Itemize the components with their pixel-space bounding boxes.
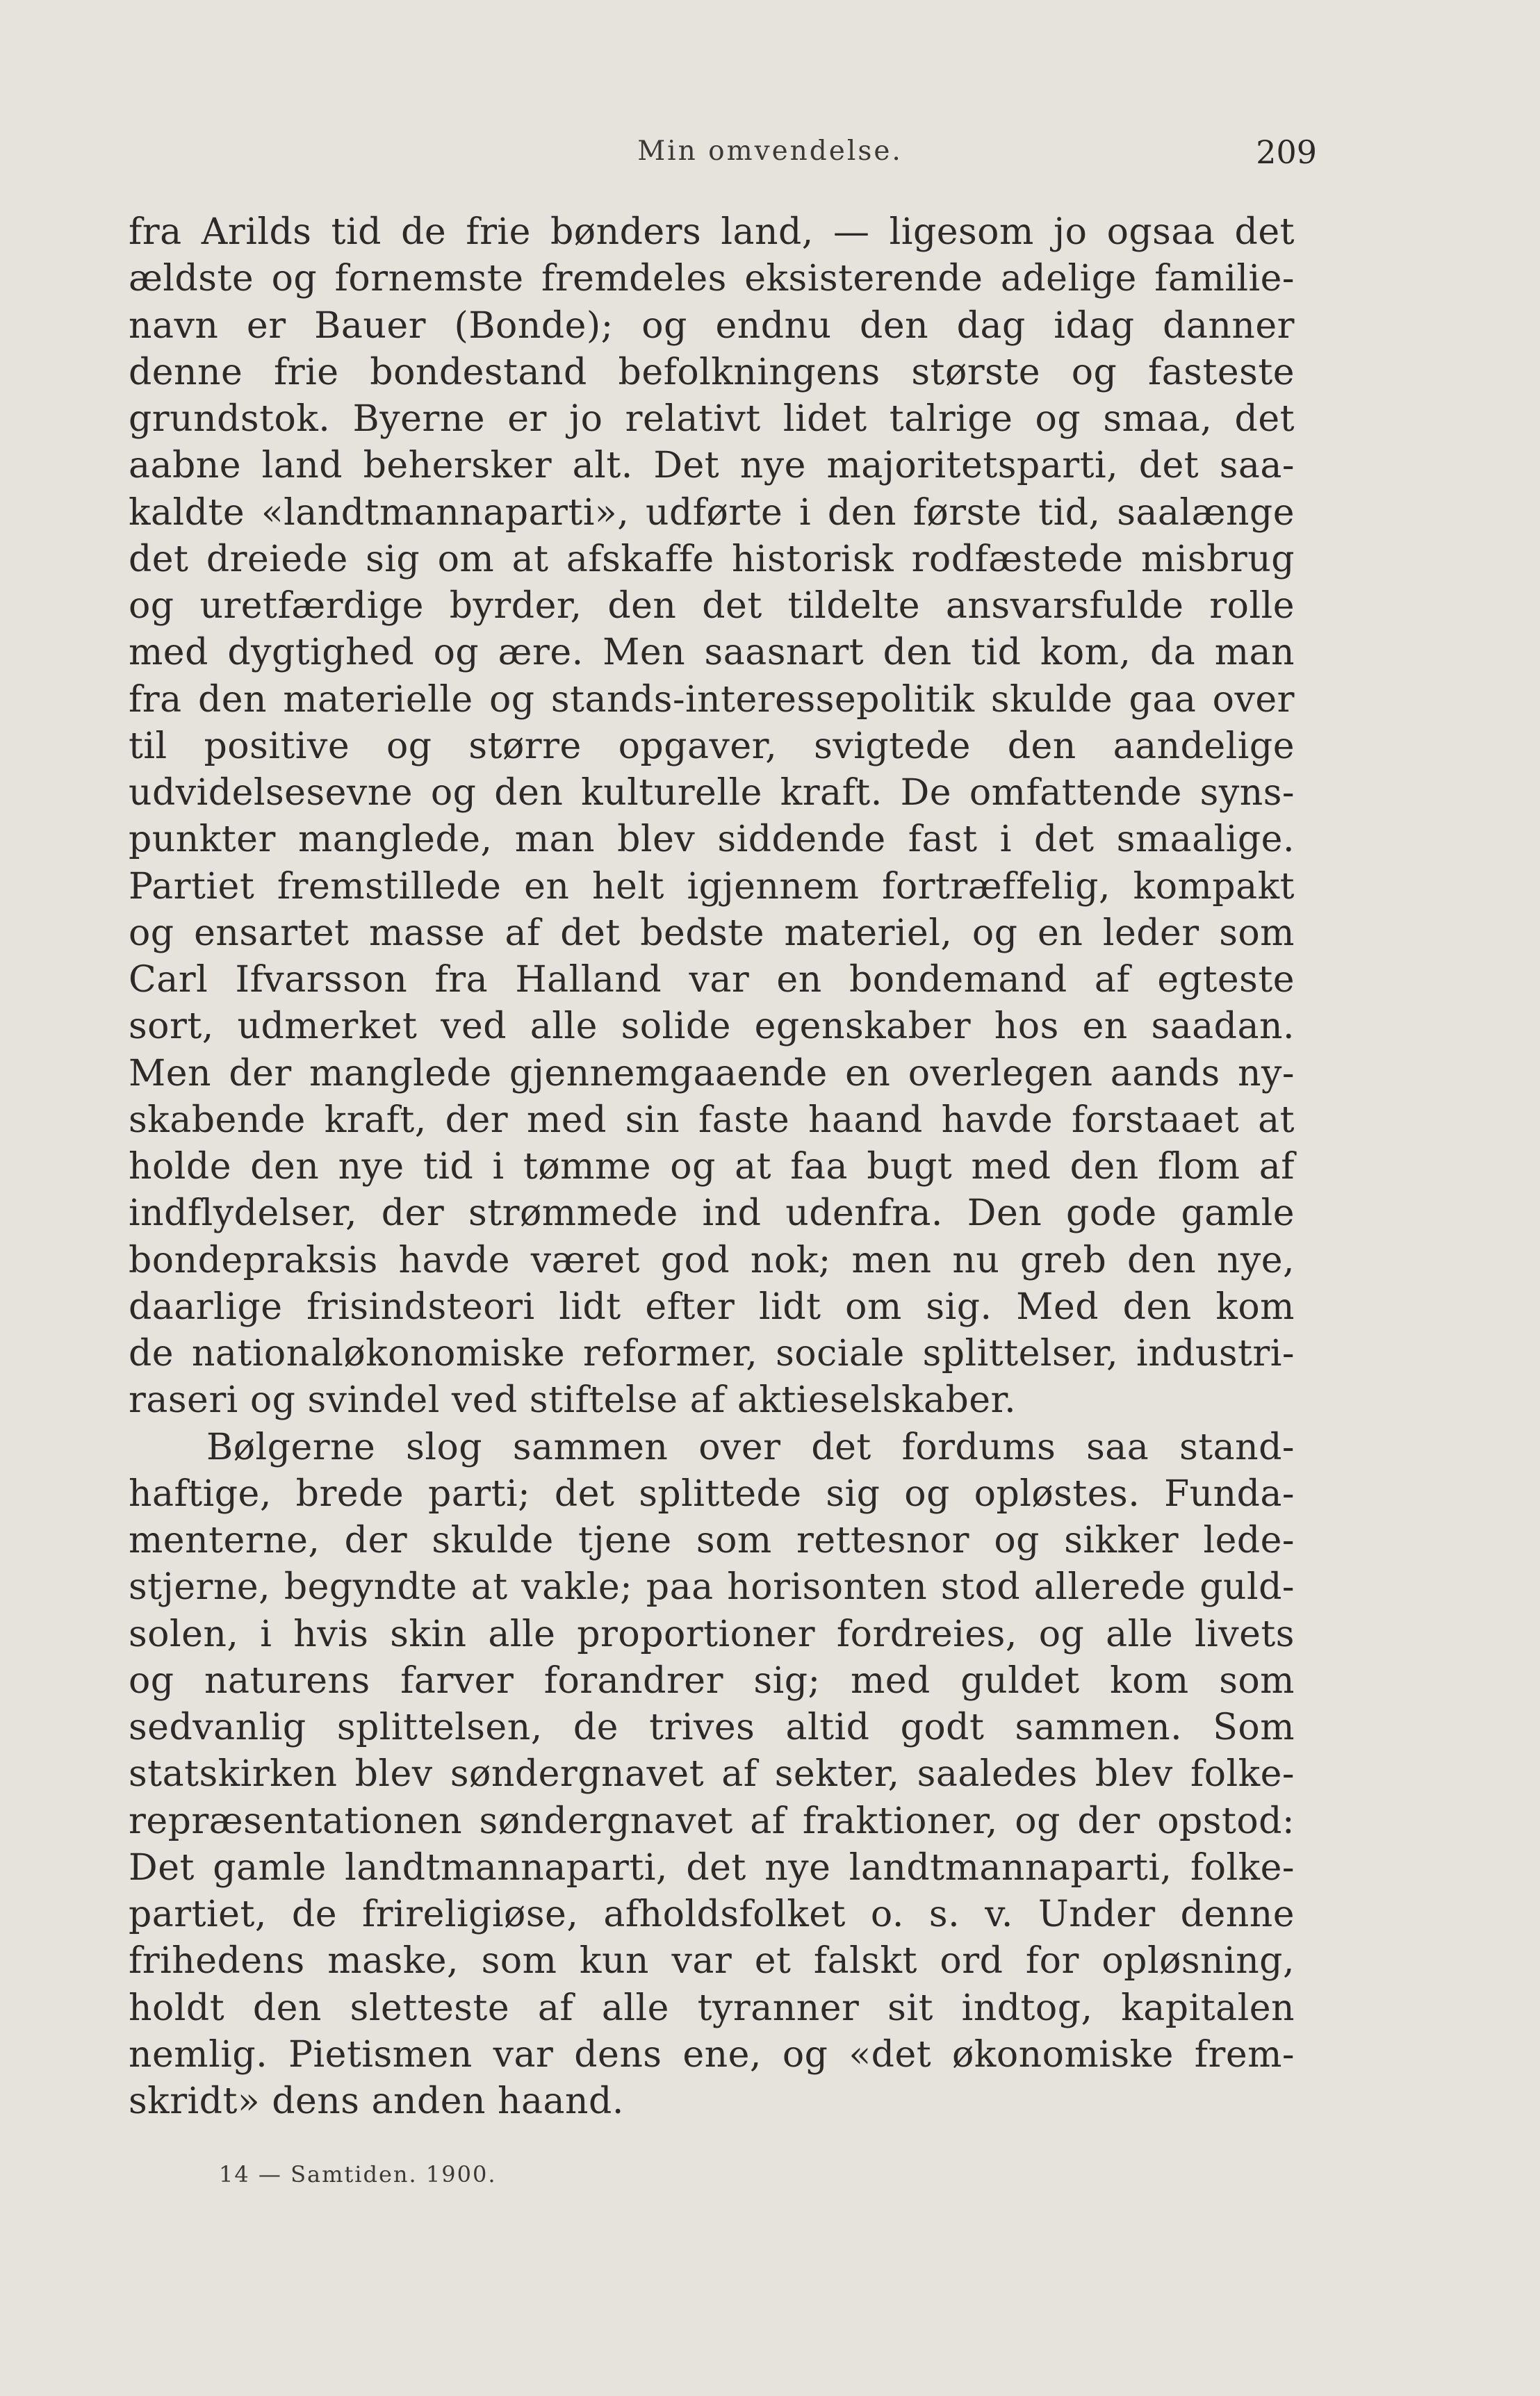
paragraph-end-line: skridt» dens anden haand. (129, 2081, 624, 2122)
text-line: bondepraksis havde været god nok; men nu greb den nye, (129, 1239, 1295, 1281)
text-line: Men der manglede gjennemgaaende en overlegen aands ny- (129, 1052, 1295, 1094)
text-line: og ensartet masse af det bedste materiel, og en leder som (129, 912, 1295, 954)
text-line: udvidelsesevne og den kulturelle kraft. De omfattende syns- (129, 772, 1295, 814)
text-line: kaldte «landtmannaparti», udførte i den første tid, saalænge (129, 491, 1295, 534)
text-line: menterne, der skulde tjene som rettesnor og sikker lede- (129, 1520, 1295, 1561)
running-title: Min omvendelse. (637, 136, 903, 167)
paragraph-start-line: Bølgerne slog sammen over det fordums saa stand- (206, 1426, 1295, 1468)
text-line: navn er Bauer (Bonde); og endnu den dag idag danner (129, 304, 1295, 347)
text-line: med dygtighed og ære. Men saasnart den tid kom, da man (129, 632, 1295, 674)
text-line: daarlige frisindsteori lidt efter lidt om sig. Med den kom (129, 1286, 1295, 1328)
text-line: repræsentationen søndergnavet af fraktioner, og der opstod: (129, 1800, 1295, 1842)
text-line: statskirken blev søndergnavet af sekter, saaledes blev folke- (129, 1753, 1295, 1796)
paragraph-end-line: raseri og svindel ved stiftelse af aktieselskaber. (129, 1379, 1017, 1422)
text-line: Partiet fremstillede en helt igjennem fortræffelig, kompakt (129, 865, 1295, 908)
text-line: haftige, brede parti; det splittede sig og opløstes. Funda- (129, 1472, 1295, 1515)
text-line: ældste og fornemste fremdeles eksisterende adelige familie- (129, 258, 1295, 300)
text-line: holdt den sletteste af alle tyranner sit indtog, kapitalen (129, 1987, 1295, 2029)
text-line: og naturens farver forandrer sig; med guldet kom som (129, 1659, 1295, 1702)
text-line: fra den materielle og stands-interessepolitik skulde gaa over (129, 678, 1295, 721)
text-line: til positive og større opgaver, svigtede den aandelige (129, 725, 1295, 767)
text-line: frihedens maske, som kun var et falskt ord for opløsning, (129, 1940, 1295, 1983)
text-line: sedvanlig splittelsen, de trives altid godt sammen. Som (129, 1707, 1295, 1748)
text-line: Carl Ifvarsson fra Halland var en bondemand af egteste (129, 959, 1295, 1001)
text-line: sort, udmerket ved alle solide egenskaber hos en saadan. (129, 1006, 1295, 1048)
sheet-signature: 14 — Samtiden. 1900. (219, 2161, 497, 2188)
text-line: indflydelser, der strømmede ind udenfra. Den gode gamle (129, 1192, 1295, 1235)
text-line: nemlig. Pietismen var dens ene, og «det økonomiske frem- (129, 2033, 1295, 2076)
body-text (129, 209, 1295, 2125)
text-line: punkter manglede, man blev siddende fast i det smaalige. (129, 819, 1295, 861)
text-line: det dreiede sig om at afskaffe historisk rodfæstede misbrug (129, 538, 1295, 580)
text-line: fra Arilds tid de frie bønders land, — ligesom jo ogsaa det (129, 211, 1295, 253)
text-line: solen, i hvis skin alle proportioner fordreies, og alle livets (129, 1613, 1295, 1655)
text-line: holde den nye tid i tømme og at faa bugt med den flom af (129, 1146, 1295, 1188)
text-line: Det gamle landtmannaparti, det nye landtmannaparti, folke- (129, 1846, 1295, 1889)
text-line: stjerne, begyndte at vakle; paa horisonten stod allerede guld- (129, 1566, 1295, 1609)
page-number: 209 (1256, 133, 1317, 171)
text-line: aabne land behersker alt. Det nye majoritetsparti, det saa- (129, 445, 1295, 487)
text-line: de nationaløkonomiske reformer, sociale splittelser, industri- (129, 1333, 1295, 1375)
text-line: og uretfærdige byrder, den det tildelte ansvarsfulde rolle (129, 585, 1295, 627)
text-line: grundstok. Byerne er jo relativt lidet talrige og smaa, det (129, 398, 1295, 440)
text-line: denne frie bondestand befolkningens største og fasteste (129, 351, 1295, 393)
text-line: skabende kraft, der med sin faste haand havde forstaaet at (129, 1099, 1295, 1141)
text-line: partiet, de frireligiøse, afholdsfolket o. s. v. Under denne (129, 1894, 1295, 1935)
